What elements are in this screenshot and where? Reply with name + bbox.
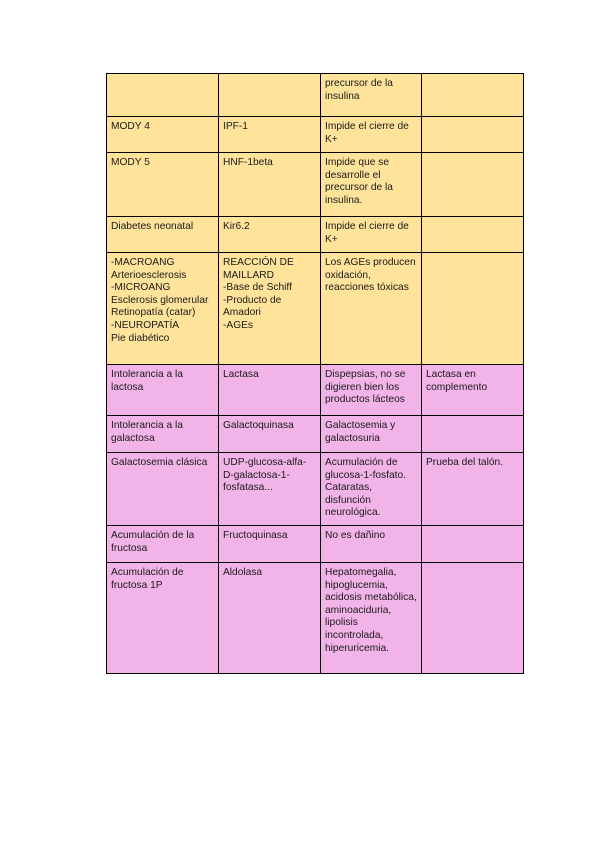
enzyme-cell: Galactoquinasa — [219, 416, 321, 453]
condition-cell: Galactosemia clásica — [107, 453, 219, 526]
enzyme-cell: UDP-glucosa-alfa-D-galactosa-1-fosfatasa... — [219, 453, 321, 526]
effect-cell: Impide que se desarrolle el precursor de la insulina. — [321, 153, 422, 217]
table-body — [107, 74, 524, 674]
table-row — [107, 416, 524, 453]
enzyme-cell — [219, 74, 321, 117]
enzyme-cell: IPF-1 — [219, 117, 321, 153]
condition-cell: Intolerancia a la lactosa — [107, 365, 219, 416]
table-row — [107, 253, 524, 365]
condition-cell: MODY 5 — [107, 153, 219, 217]
note-cell — [422, 217, 524, 253]
table-row — [107, 365, 524, 416]
disease-table — [106, 73, 524, 674]
condition-cell: Acumulación de la fructosa — [107, 526, 219, 563]
condition-cell: -MACROANG Arterioesclerosis -MICROANG Esclerosis glomerular Retinopatía (catar) -NEUROPATÍA Pie diabético — [107, 253, 219, 365]
table-row — [107, 117, 524, 153]
note-cell — [422, 563, 524, 674]
table-row — [107, 74, 524, 117]
effect-cell: precursor de la insulina — [321, 74, 422, 117]
condition-cell: Intolerancia a la galactosa — [107, 416, 219, 453]
effect-cell: Dispepsias, no se digieren bien los productos lácteos — [321, 365, 422, 416]
table-row — [107, 153, 524, 217]
enzyme-cell: Kir6.2 — [219, 217, 321, 253]
table-row — [107, 217, 524, 253]
effect-cell: No es dañino — [321, 526, 422, 563]
note-cell: Lactasa en complemento — [422, 365, 524, 416]
effect-cell: Impide el cierre de K+ — [321, 217, 422, 253]
condition-cell: MODY 4 — [107, 117, 219, 153]
table-row — [107, 526, 524, 563]
condition-cell: Diabetes neonatal — [107, 217, 219, 253]
note-cell — [422, 416, 524, 453]
enzyme-cell: HNF-1beta — [219, 153, 321, 217]
effect-cell: Hepatomegalia, hipoglucemia, acidosis metabólica, aminoaciduria, lipolisis incontrolada, hiperuricemia. — [321, 563, 422, 674]
table-row — [107, 453, 524, 526]
enzyme-cell: Lactasa — [219, 365, 321, 416]
effect-cell: Acumulación de glucosa-1-fosfato. Cataratas, disfunción neurológica. — [321, 453, 422, 526]
condition-cell — [107, 74, 219, 117]
note-cell — [422, 117, 524, 153]
effect-cell: Los AGEs producen oxidación, reacciones tóxicas — [321, 253, 422, 365]
note-cell — [422, 74, 524, 117]
effect-cell: Impide el cierre de K+ — [321, 117, 422, 153]
enzyme-cell: Fructoquinasa — [219, 526, 321, 563]
enzyme-cell: REACCIÓN DE MAILLARD -Base de Schiff -Producto de Amadori -AGEs — [219, 253, 321, 365]
note-cell: Prueba del talón. — [422, 453, 524, 526]
note-cell — [422, 253, 524, 365]
note-cell — [422, 153, 524, 217]
effect-cell: Galactosemia y galactosuria — [321, 416, 422, 453]
note-cell — [422, 526, 524, 563]
enzyme-cell: Aldolasa — [219, 563, 321, 674]
condition-cell: Acumulación de fructosa 1P — [107, 563, 219, 674]
table-row — [107, 563, 524, 674]
